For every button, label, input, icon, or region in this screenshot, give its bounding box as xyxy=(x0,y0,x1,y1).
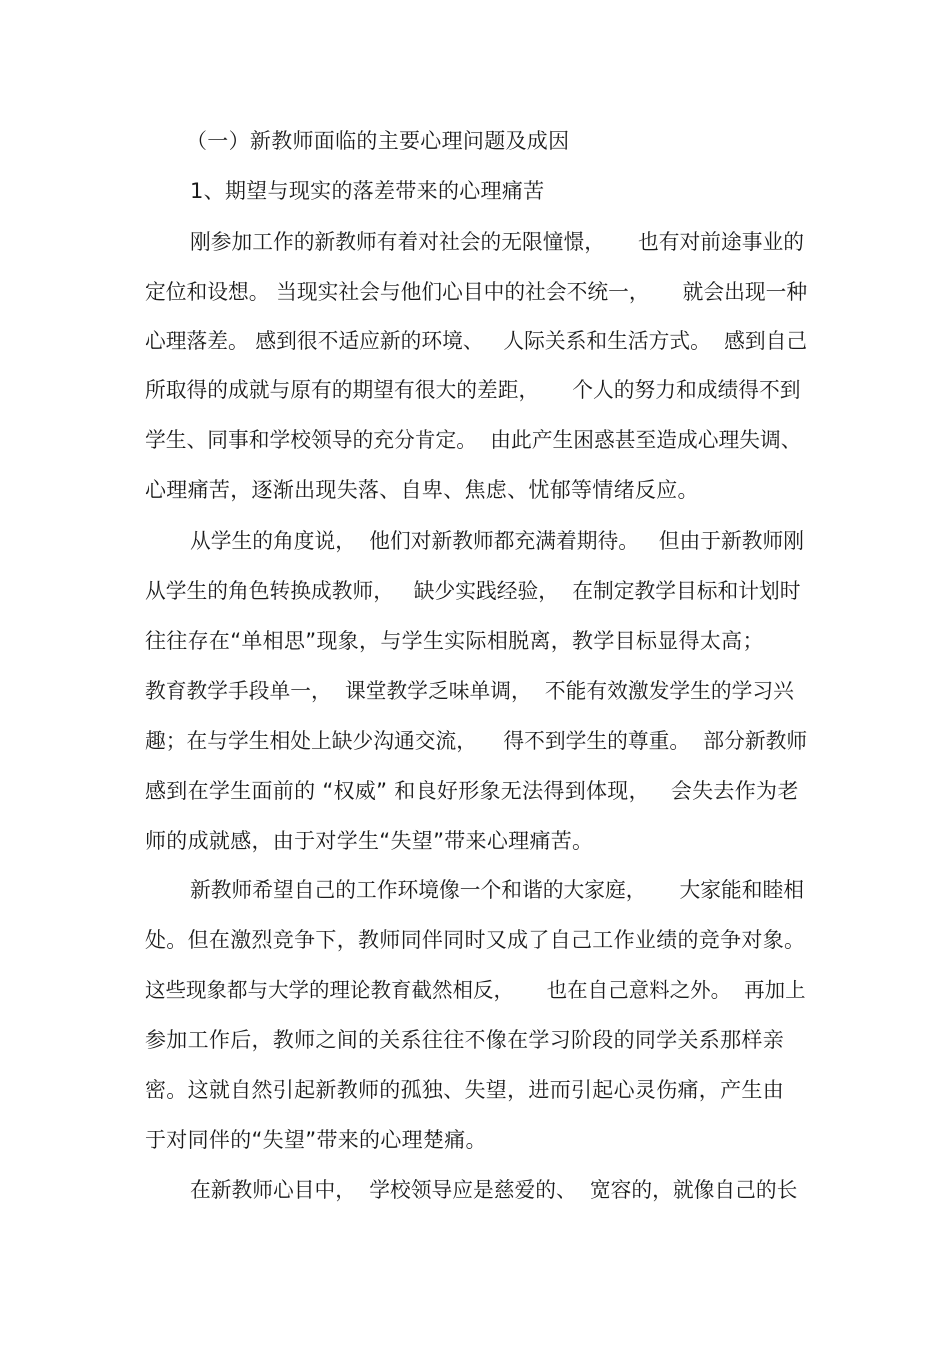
paragraph-4-line-1: 在新教师心目中， 学校领导应是慈爱的、 宽容的，就像自己的长 xyxy=(190,1178,798,1202)
paragraph-2-line-3: 往往存在“单相思”现象，与学生实际相脱离，教学目标显得太高； xyxy=(145,629,764,653)
paragraph-2-line-2: 从学生的角色转换成教师， 缺少实践经验， 在制定教学目标和计划时 xyxy=(145,579,801,603)
paragraph-3-line-1: 新教师希望自己的工作环境像一个和谐的大家庭， 大家能和睦相 xyxy=(190,878,804,902)
paragraph-1-line-4: 所取得的成就与原有的期望有很大的差距， 个人的努力和成绩得不到 xyxy=(145,378,801,402)
paragraph-1-line-3: 心理落差。 感到很不适应新的环境、 人际关系和生活方式。 感到自己 xyxy=(145,329,808,353)
paragraph-1-line-1: 刚参加工作的新教师有着对社会的无限憧憬， 也有对前途事业的 xyxy=(190,230,804,254)
section-heading: （一）新教师面临的主要心理问题及成因 xyxy=(186,129,570,153)
subsection-heading: 1、期望与现实的落差带来的心理痛苦 xyxy=(190,179,545,203)
paragraph-3-line-3: 这些现象都与大学的理论教育截然相反， 也在自己意料之外。 再加上 xyxy=(145,978,806,1002)
paragraph-2-line-5: 趣；在与学生相处上缺少沟通交流， 得不到学生的尊重。 部分新教师 xyxy=(145,729,808,753)
paragraph-2-line-7: 师的成就感，由于对学生“失望”带来心理痛苦。 xyxy=(145,829,594,853)
paragraph-3-line-5: 密。这就自然引起新教师的孤独、失望，进而引起心灵伤痛，产生由 xyxy=(145,1078,784,1102)
paragraph-1-line-2: 定位和设想。 当现实社会与他们心目中的社会不统一， 就会出现一种 xyxy=(145,280,808,304)
paragraph-2-line-4: 教育教学手段单一， 课堂教学乏味单调， 不能有效激发学生的学习兴 xyxy=(145,679,794,703)
paragraph-2-line-1: 从学生的角度说， 他们对新教师都充满着期待。 但由于新教师刚 xyxy=(190,529,804,553)
paragraph-3-line-6: 于对同伴的“失望”带来的心理楚痛。 xyxy=(145,1128,487,1152)
paragraph-3-line-4: 参加工作后，教师之间的关系往往不像在学习阶段的同学关系那样亲 xyxy=(145,1028,784,1052)
paragraph-3-line-2: 处。但在激烈竞争下，教师同伴同时又成了自己工作业绩的竞争对象。 xyxy=(145,928,806,952)
paragraph-1-line-5: 学生、同事和学校领导的充分肯定。 由此产生困惑甚至造成心理失调、 xyxy=(145,428,802,452)
paragraph-2-line-6: 感到在学生面前的 “权威” 和良好形象无法得到体现， 会失去作为老 xyxy=(145,779,799,803)
paragraph-1-line-6: 心理痛苦，逐渐出现失落、自卑、焦虑、忧郁等情绪反应。 xyxy=(145,478,699,502)
